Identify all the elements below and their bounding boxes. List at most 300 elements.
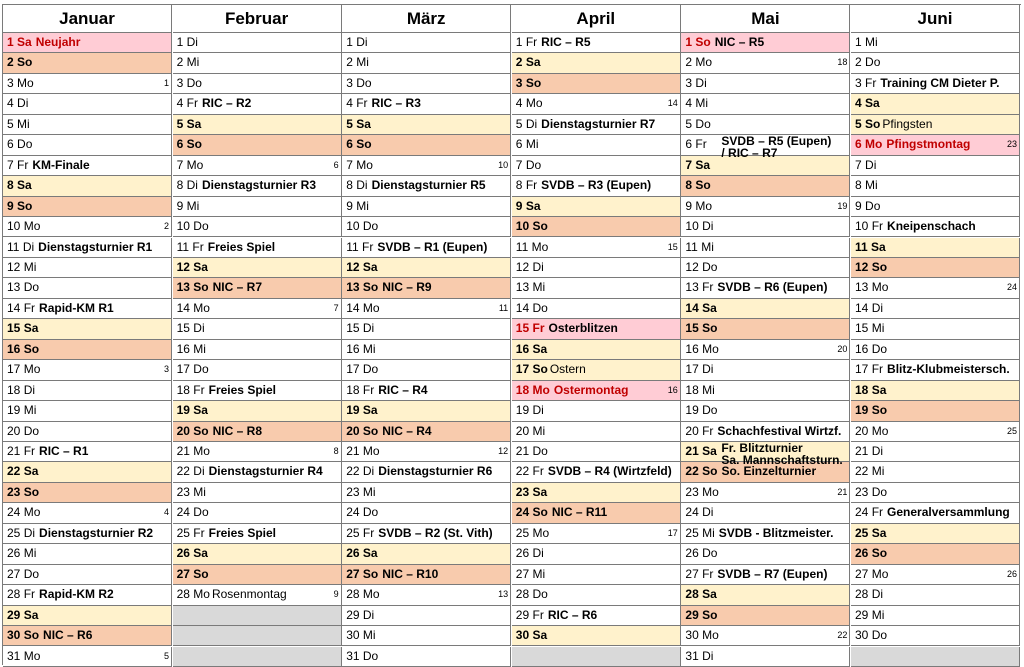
event-label: NIC – R10 — [382, 566, 439, 581]
weekday: Mo — [23, 219, 41, 234]
day-number: 9 — [7, 198, 14, 213]
weekday: Do — [193, 362, 209, 377]
day-cell — [173, 401, 342, 421]
day-number: 27 — [346, 566, 360, 581]
weekday: Di — [356, 178, 368, 193]
weekday: Do — [532, 300, 548, 315]
weekday: Mo — [865, 137, 883, 152]
weekday: Fr — [695, 137, 707, 152]
day-number: 17 — [855, 362, 869, 377]
day-number: 24 — [7, 505, 21, 520]
weekday: Mi — [193, 341, 206, 356]
event-label: RIC – R4 — [378, 382, 428, 397]
weekday: Mi — [23, 259, 37, 274]
day-number: 28 — [7, 587, 21, 602]
day-number: 16 — [346, 341, 360, 356]
day-number: 4 — [176, 96, 184, 111]
weekday: Do — [532, 444, 548, 458]
day-number: 30 — [855, 628, 869, 643]
weekday: Mi — [695, 96, 709, 111]
event-label: NIC – R11 — [551, 505, 608, 520]
day-cell — [512, 483, 681, 503]
day-number: 19 — [176, 403, 190, 418]
day-cell — [3, 442, 172, 462]
day-cell — [512, 299, 681, 319]
weekday: Di — [532, 259, 544, 274]
day-number: 26 — [855, 546, 869, 561]
day-number: 21 — [176, 444, 190, 458]
event-label: SVDB – R4 (Wirtzfeld) — [547, 464, 672, 479]
day-number: 13 — [515, 280, 530, 295]
day-cell — [681, 176, 850, 196]
event-label: Rapid-KM R1 — [39, 300, 114, 315]
weekday: Sa — [871, 525, 887, 540]
day-cell — [512, 197, 681, 217]
day-number: 22 — [7, 464, 21, 479]
day-cell — [512, 544, 681, 564]
weekday: Mo — [702, 484, 719, 499]
empty-cell — [512, 647, 681, 667]
day-number: 10 — [346, 219, 360, 234]
weekday: Mo — [362, 587, 380, 602]
day-cell — [512, 115, 681, 135]
day-number: 29 — [7, 607, 21, 622]
event-label: Ostern — [549, 362, 586, 377]
day-number: 10 — [855, 219, 869, 234]
day-number: 26 — [515, 546, 530, 561]
day-cell — [851, 401, 1020, 421]
day-cell — [342, 340, 511, 360]
weekday: Fr — [193, 382, 205, 397]
weekday: So — [525, 75, 542, 90]
weekday: Mi — [186, 55, 200, 70]
day-cell — [3, 544, 172, 564]
day-cell — [342, 483, 511, 503]
weekday: Mi — [865, 35, 878, 49]
day-number: 27 — [7, 566, 21, 581]
day-number: 25 — [515, 525, 530, 540]
weekday: Do — [702, 259, 718, 274]
day-number: 7 — [7, 157, 14, 172]
weekday: Mi — [871, 464, 885, 479]
weekday: Mi — [23, 546, 37, 561]
weekday: Mo — [17, 75, 34, 90]
day-number: 10 — [685, 219, 699, 234]
weekday: So — [356, 137, 372, 152]
week-number: 17 — [667, 527, 678, 538]
day-number: 3 — [855, 75, 862, 90]
week-number: 5 — [163, 650, 169, 661]
day-number: 11 — [7, 239, 20, 254]
day-number: 26 — [176, 546, 190, 561]
day-number: 4 — [515, 96, 523, 111]
day-cell — [3, 74, 172, 94]
day-number: 16 — [176, 341, 190, 356]
day-number: 2 — [7, 55, 14, 70]
weekday: Mi — [532, 280, 546, 295]
day-cell — [512, 319, 681, 339]
day-cell — [681, 503, 850, 523]
event-label: RIC – R3 — [371, 96, 421, 111]
day-cell — [342, 94, 511, 114]
day-cell — [851, 462, 1020, 482]
day-cell — [851, 381, 1020, 401]
day-number: 27 — [685, 566, 699, 581]
day-number: 18 — [685, 382, 699, 397]
weekday: Do — [362, 648, 379, 663]
day-number: 23 — [346, 484, 360, 499]
weekday: So — [695, 178, 711, 193]
month-column-juni — [851, 5, 1020, 665]
empty-cell — [173, 647, 342, 667]
weekday: Mi — [362, 341, 376, 356]
day-cell — [681, 544, 850, 564]
day-number: 14 — [7, 300, 21, 315]
day-cell — [512, 176, 681, 196]
day-cell — [3, 360, 172, 380]
weekday: Do — [871, 484, 888, 499]
day-number: 20 — [346, 423, 360, 438]
day-cell — [3, 238, 172, 258]
weekday: Fr — [362, 382, 375, 397]
day-cell — [3, 524, 172, 544]
week-number: 1 — [163, 77, 169, 88]
weekday: Fr — [871, 505, 884, 520]
day-cell — [173, 340, 342, 360]
day-number: 1 — [176, 35, 184, 49]
weekday: Sa — [362, 546, 378, 561]
week-number: 21 — [837, 486, 848, 497]
day-number: 27 — [855, 566, 869, 581]
event-label: Dienstagsturnier R2 — [39, 525, 154, 540]
day-cell — [851, 115, 1020, 135]
weekday: So — [865, 116, 881, 131]
day-cell — [512, 606, 681, 626]
day-number: 4 — [855, 96, 862, 111]
day-cell — [173, 299, 342, 319]
event-label: Freies Spiel — [208, 525, 276, 540]
day-number: 20 — [176, 423, 190, 438]
day-cell — [681, 381, 850, 401]
day-cell — [173, 176, 342, 196]
event-label: So. Einzelturnier — [721, 464, 817, 479]
week-number: 12 — [498, 446, 509, 456]
weekday: Di — [362, 321, 375, 336]
day-cell — [173, 74, 342, 94]
day-cell — [342, 585, 511, 605]
day-number: 21 — [346, 444, 360, 458]
weekday: Do — [695, 116, 711, 131]
weekday: Di — [362, 607, 375, 622]
event-label: Rapid-KM R2 — [39, 587, 114, 602]
day-number: 19 — [685, 403, 699, 418]
month-header: März — [342, 5, 511, 33]
weekday: Do — [702, 403, 718, 418]
day-cell — [512, 156, 681, 176]
day-number: 23 — [176, 484, 190, 499]
weekday: Di — [702, 648, 714, 663]
weekday: Mo — [23, 505, 41, 520]
day-cell — [173, 197, 342, 217]
day-number: 23 — [7, 484, 21, 499]
event-label: Dienstagsturnier R5 — [371, 178, 486, 193]
weekday: So — [362, 423, 379, 438]
weekday: Mo — [193, 300, 210, 315]
day-cell — [512, 258, 681, 278]
weekday: Sa — [193, 259, 208, 274]
event-label: Pfingsten — [882, 116, 933, 131]
event-label: NIC – R4 — [382, 423, 432, 438]
day-number: 20 — [685, 423, 699, 438]
day-cell — [342, 156, 511, 176]
day-cell — [851, 442, 1020, 462]
day-cell — [512, 462, 681, 482]
empty-cell — [173, 626, 342, 646]
day-number: 11 — [176, 239, 190, 254]
weekday: Sa — [193, 546, 208, 561]
day-number: 29 — [855, 607, 869, 622]
day-cell — [512, 340, 681, 360]
day-cell — [173, 360, 342, 380]
day-number: 11 — [855, 239, 868, 254]
day-cell — [342, 381, 511, 401]
weekday: Sa — [17, 35, 32, 49]
day-cell — [173, 319, 342, 339]
week-number: 20 — [837, 343, 848, 354]
day-cell — [3, 340, 172, 360]
day-cell — [512, 74, 681, 94]
weekday: Fr — [186, 96, 198, 111]
weekday: Fr — [362, 239, 374, 254]
month-header: Januar — [3, 5, 172, 33]
day-number: 12 — [685, 259, 699, 274]
weekday: Sa — [23, 321, 39, 336]
weekday: Fr — [362, 525, 375, 540]
day-number: 17 — [685, 362, 699, 377]
day-cell — [681, 238, 850, 258]
day-cell — [3, 197, 172, 217]
weekday: Di — [532, 546, 544, 561]
weekday: So — [532, 219, 548, 234]
week-number: 14 — [667, 98, 678, 109]
weekday: Di — [17, 96, 29, 111]
weekday: Mi — [525, 137, 539, 152]
weekday: Do — [362, 219, 379, 234]
day-cell — [851, 156, 1020, 176]
day-number: 27 — [176, 566, 190, 581]
day-number: 8 — [515, 178, 523, 193]
day-number: 25 — [346, 525, 360, 540]
month-column-februar — [173, 5, 342, 665]
weekday: So — [193, 280, 209, 295]
week-number: 11 — [498, 302, 509, 313]
day-number: 5 — [7, 116, 14, 131]
weekday: Fr — [23, 587, 36, 602]
day-cell — [851, 176, 1020, 196]
day-cell — [3, 401, 172, 421]
day-number: 5 — [685, 116, 693, 131]
weekday: Mo — [531, 239, 549, 254]
day-number: 14 — [685, 300, 699, 315]
day-number: 5 — [176, 116, 184, 131]
day-number: 18 — [176, 382, 190, 397]
day-number: 12 — [7, 259, 21, 274]
day-cell — [3, 278, 172, 298]
day-cell — [851, 53, 1020, 73]
day-cell — [3, 258, 172, 278]
week-number: 3 — [163, 364, 169, 375]
day-number: 1 — [346, 35, 353, 49]
day-number: 31 — [7, 648, 21, 663]
day-cell — [342, 565, 511, 585]
weekday: Mi — [532, 423, 546, 438]
event-label: NIC – R5 — [714, 35, 765, 49]
event-label: SVDB – R6 (Eupen) — [717, 280, 828, 295]
day-cell — [173, 238, 342, 258]
weekday: Mo — [702, 341, 719, 356]
weekday: Do — [17, 137, 33, 152]
event-label: NIC – R6 — [43, 628, 93, 643]
day-number: 9 — [176, 198, 184, 213]
day-cell — [3, 135, 172, 155]
weekday: Mi — [23, 403, 37, 418]
day-cell — [681, 340, 850, 360]
day-cell — [3, 606, 172, 626]
day-cell — [342, 258, 511, 278]
day-number: 22 — [346, 464, 360, 479]
weekday: Fr — [17, 157, 29, 172]
weekday: So — [23, 341, 40, 356]
weekday: Fr — [23, 444, 36, 458]
event-label: SVDB - Blitzmeister. — [718, 525, 834, 540]
day-number: 22 — [855, 464, 869, 479]
weekday: Do — [362, 362, 379, 377]
day-cell — [851, 524, 1020, 544]
month-header: April — [512, 5, 681, 33]
day-cell — [173, 33, 342, 53]
weekday: Fr — [871, 362, 884, 377]
day-cell — [851, 483, 1020, 503]
weekday: So — [871, 546, 888, 561]
event-label: SVDB – R2 (St. Vith) — [378, 525, 493, 540]
day-cell — [3, 503, 172, 523]
empty-cell — [173, 606, 342, 626]
day-number: 3 — [515, 75, 523, 90]
week-number: 6 — [333, 159, 339, 170]
day-cell — [681, 94, 850, 114]
weekday: So — [23, 628, 40, 643]
weekday: Fr — [525, 178, 538, 193]
day-cell — [342, 74, 511, 94]
day-cell — [3, 94, 172, 114]
week-number: 22 — [837, 630, 848, 641]
event-label: NIC – R9 — [382, 280, 432, 295]
day-number: 10 — [7, 219, 21, 234]
weekday: Mo — [193, 587, 210, 602]
multi-line-event — [721, 136, 831, 159]
week-number: 2 — [163, 221, 169, 232]
weekday: Mi — [17, 116, 30, 131]
day-number: 13 — [346, 280, 360, 295]
weekday: Fr — [865, 75, 877, 90]
day-cell — [342, 401, 511, 421]
day-cell — [3, 647, 172, 667]
day-number: 4 — [346, 96, 353, 111]
day-number: 2 — [346, 55, 353, 70]
weekday: Fr — [532, 321, 545, 336]
day-cell — [851, 238, 1020, 258]
day-number: 15 — [515, 321, 530, 336]
event-label: Dienstagsturnier R4 — [208, 464, 323, 479]
day-cell — [681, 647, 850, 667]
event-label: Kneipenschach — [887, 219, 976, 234]
event-label: Dienstagsturnier R7 — [541, 116, 656, 131]
weekday: Mi — [871, 321, 885, 336]
day-number: 25 — [685, 525, 699, 540]
day-number: 24 — [855, 505, 869, 520]
day-cell — [342, 176, 511, 196]
day-cell — [851, 33, 1020, 53]
weekday: Fr — [702, 423, 714, 438]
day-cell — [681, 524, 850, 544]
day-cell — [851, 217, 1020, 237]
weekday: Fr — [871, 219, 884, 234]
event-label: RIC – R2 — [201, 96, 252, 111]
day-number: 31 — [346, 648, 360, 663]
day-number: 8 — [176, 178, 184, 193]
day-number: 18 — [346, 382, 360, 397]
day-cell — [681, 217, 850, 237]
day-number: 8 — [685, 178, 693, 193]
month-column-januar — [3, 5, 172, 665]
weekday: So — [871, 403, 888, 418]
day-number: 12 — [346, 259, 360, 274]
weekday: Sa — [871, 382, 887, 397]
event-label: Blitz-Klubmeistersch. — [887, 362, 1010, 377]
day-cell — [3, 53, 172, 73]
day-number: 12 — [515, 259, 530, 274]
event-label: Training CM Dieter P. — [880, 75, 1000, 90]
day-cell — [3, 483, 172, 503]
day-cell — [173, 544, 342, 564]
day-number: 23 — [515, 484, 530, 499]
event-label: Generalversammlung — [887, 505, 1010, 520]
day-number: 24 — [176, 505, 190, 520]
day-number: 25 — [176, 525, 190, 540]
week-number: 8 — [333, 446, 339, 456]
day-cell — [512, 33, 681, 53]
day-number: 16 — [855, 341, 869, 356]
day-cell — [851, 422, 1020, 442]
day-number: 11 — [346, 239, 359, 254]
day-cell — [342, 422, 511, 442]
day-number: 26 — [685, 546, 699, 561]
day-number: 30 — [685, 628, 699, 643]
weekday: Mi — [362, 484, 376, 499]
day-cell — [851, 94, 1020, 114]
day-number: 3 — [176, 75, 184, 90]
weekday: Sa — [871, 239, 886, 254]
day-cell — [851, 585, 1020, 605]
day-cell — [512, 53, 681, 73]
week-number: 10 — [498, 159, 509, 170]
day-number: 16 — [685, 341, 699, 356]
day-number: 15 — [346, 321, 360, 336]
week-number: 16 — [667, 384, 678, 395]
weekday: Sa — [695, 157, 711, 172]
weekday: Sa — [356, 116, 371, 131]
weekday: So — [362, 566, 379, 581]
